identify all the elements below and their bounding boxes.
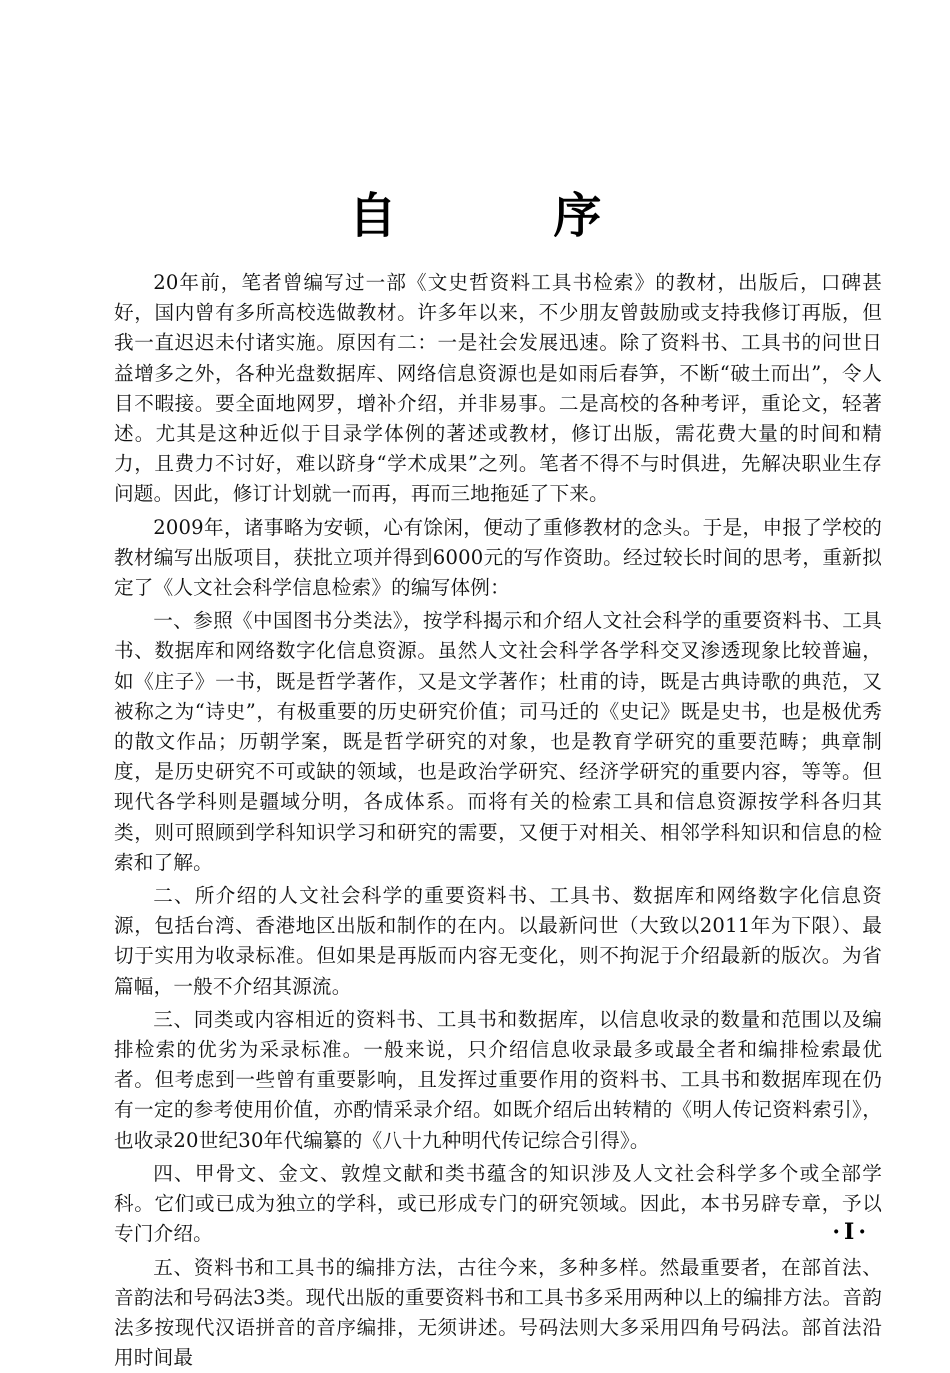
page-number: ·Ⅰ· <box>832 1218 870 1246</box>
paragraph: 一、参照《中国图书分类法》，按学科揭示和介绍人文社会科学的重要资料书、工具书、数据库和网络数字化信息资源。虽然人文社会科学各学科交叉渗透现象比较普遍，如《庄子》一书，既是哲学著作，又是文学著作；杜甫的诗，既是古典诗歌的典范，又被称之为“诗史”，有极重要的历史研究价值；司马迁的《史记》既是史书，也是极优秀的散文作品；历朝学案，既是哲学研究的对象，也是教育学研究的重要范畴；典章制度，是历史研究不可或缺的领域，也是政治学研究、经济学研究的重要内容，等等。但现代各学科则是疆域分明，各成体系。而将有关的检索工具和信息资源按学科各归其类，则可照顾到学科知识学习和研究的需要，又便于对相关、相邻学科知识和信息的检索和了解。 <box>114 606 882 878</box>
body-text <box>114 268 882 1373</box>
paragraph: 2009年，诸事略为安顿，心有馀闲，便动了重修教材的念头。于是，申报了学校的教材编写出版项目，获批立项并得到6000元的写作资助。经过较长时间的思考，重新拟定了《人文社会科学信息检索》的编写体例： <box>114 513 882 604</box>
paragraph: 三、同类或内容相近的资料书、工具书和数据库，以信息收录的数量和范围以及编排检索的优劣为采录标准。一般来说，只介绍信息收录最多或最全者和编排检索最优者。但考虑到一些曾有重要影响，且发挥过重要作用的资料书、工具书和数据库现在仍有一定的参考使用价值，亦酌情采录介绍。如既介绍后出转精的《明人传记资料索引》，也收录20世纪30年代编纂的《八十九种明代传记综合引得》。 <box>114 1005 882 1156</box>
paragraph: 四、甲骨文、金文、敦煌文献和类书蕴含的知识涉及人文社会科学多个或全部学科。它们或已成为独立的学科，或已形成专门的研究领域。因此，本书另辟专章，予以专门介绍。 <box>114 1159 882 1250</box>
paragraph: 五、资料书和工具书的编排方法，古往今来，多种多样。然最重要者，在部首法、音韵法和号码法3类。现代出版的重要资料书和工具书多采用两种以上的编排方法。音韵法多按现代汉语拼音的音序编排，无须讲述。号码法则大多采用四角号码法。部首法沿用时间最 <box>114 1253 882 1373</box>
paragraph: 20年前，笔者曾编写过一部《文史哲资料工具书检索》的教材，出版后，口碑甚好，国内曾有多所高校选做教材。许多年以来，不少朋友曾鼓励或支持我修订再版，但我一直迟迟未付诸实施。原因有二：一是社会发展迅速。除了资料书、工具书的问世日益增多之外，各种光盘数据库、网络信息资源也是如雨后春笋，不断“破土而出”，令人目不暇接。要全面地网罗，增补介绍，并非易事。二是高校的各种考评，重论文，轻著述。尤其是这种近似于目录学体例的著述或教材，修订出版，需花费大量的时间和精力，且费力不讨好，难以跻身“学术成果”之列。笔者不得不与时俱进，先解决职业生存问题。因此，修订计划就一而再，再而三地拖延了下来。 <box>114 268 882 510</box>
page-title: 自 序 <box>0 188 950 244</box>
paragraph: 二、所介绍的人文社会科学的重要资料书、工具书、数据库和网络数字化信息资源，包括台湾、香港地区出版和制作的在内。以最新问世（大致以2011年为下限）、最切于实用为收录标准。但如果是再版而内容无变化，则不拘泥于介绍最新的版次。为省篇幅，一般不介绍其源流。 <box>114 881 882 1002</box>
